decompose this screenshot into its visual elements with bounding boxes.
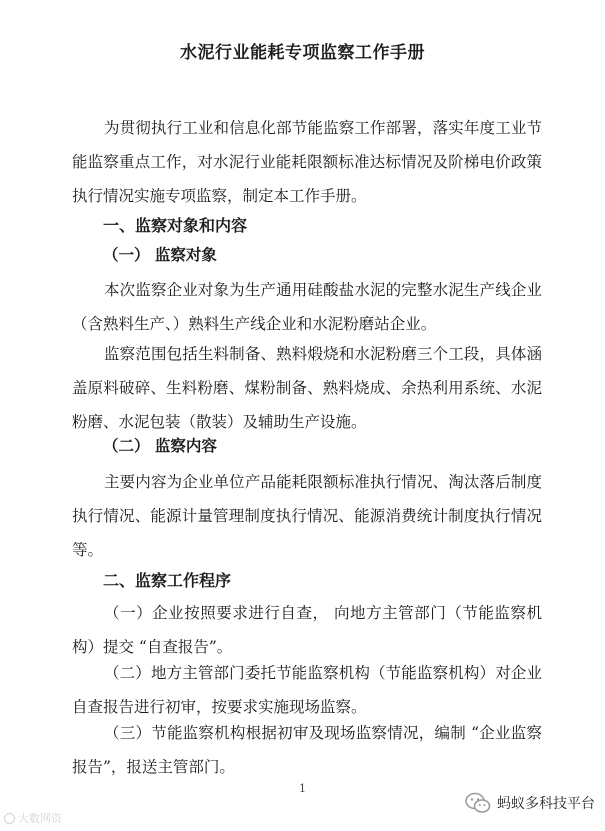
watermark-text: 大数网资 xyxy=(18,812,62,825)
wechat-account-name: 蚂蚁多科技平台 xyxy=(497,796,595,812)
section1-sub2-heading: （二） 监察内容 xyxy=(103,437,217,455)
section1-heading: 一、监察对象和内容 xyxy=(103,216,248,235)
section1-sub1-para2: 监察范围包括生料制备、熟料煅烧和水泥粉磨三个工段，具体涵盖原料破碎、生料粉磨、煤粉制备、熟料烧成、余热利用系统、水泥粉磨、水泥包装（散装）及辅助生产设施。 xyxy=(72,345,542,431)
section1-sub1-heading: （一） 监察对象 xyxy=(103,246,217,264)
watermark-logo-icon xyxy=(4,813,15,824)
section2-step2: （二）地方主管部门委托节能监察机构（节能监察机构）对企业自查报告进行初审，按要求实施现场监察。 xyxy=(72,664,542,716)
document-title: 水泥行业能耗专项监察工作手册 xyxy=(180,43,425,63)
section1-sub2-para1: 主要内容为企业单位产品能耗限额标准执行情况、淘汰落后制度执行情况、能源计量管理制度执行情况、能源消费统计制度执行情况等。 xyxy=(72,473,542,559)
section2-step1: （一）企业按照要求进行自查， 向地方主管部门（节能监察机构）提交 “自查报告”。 xyxy=(72,604,542,656)
wechat-account-badge xyxy=(465,792,595,814)
wechat-icon xyxy=(465,792,491,814)
section1-sub1-para1: 本次监察企业对象为生产通用硅酸盐水泥的完整水泥生产线企业（含熟料生产、）熟料生产线企业和水泥粉磨站企业。 xyxy=(72,281,542,333)
section2-heading: 二、监察工作程序 xyxy=(103,571,232,590)
intro-paragraph: 为贯彻执行工业和信息化部节能监察工作部署，落实年度工业节能监察重点工作，对水泥行业能耗限额标准达标情况及阶梯电价政策执行情况实施专项监察，制定本工作手册。 xyxy=(72,119,542,205)
section2-step3: （三）节能监察机构根据初审及现场监察情况，编制 “企业监察报告”，报送主管部门。 xyxy=(72,724,542,776)
page-number: 1 xyxy=(299,782,306,795)
source-watermark xyxy=(4,810,62,826)
